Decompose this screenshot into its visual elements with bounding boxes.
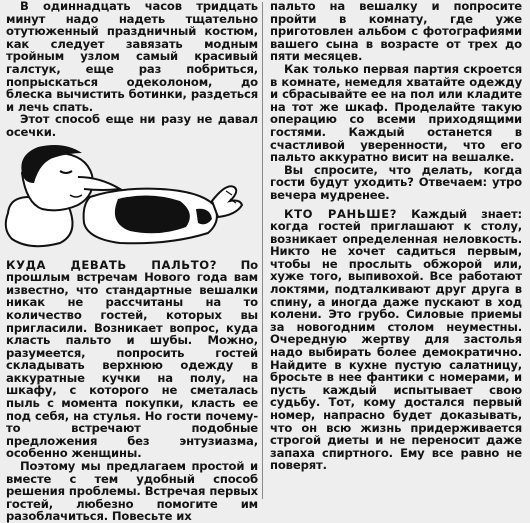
paragraph: По прошлым встречам Нового года вам известно, что стандартные вешалки никак не рассчитаны на то количество гостей, которых вы пригласили. Возникает вопрос, куда класть пальто и шубы. Можно, разумеется, попросить гостей складывать верхнюю одежду в аккуратные кучки на полу, на шкафу, с которого не сметалась пыль с момента покупки, класть ее под себя, на стулья. Но гости почему-то встречают подобные предложения без энтузиазма, особенно женщины. [6,257,258,461]
section-heading-text [270,208,522,472]
paragraph: Вы спросите, что делать, когда гости будут уходить? Отвечаем: утро вечера мудренее. [270,162,522,202]
right-column [270,0,522,472]
sleeping-man-drawing [0,143,250,253]
paragraph: В одиннадцать часов тридцать минут надо надеть тщательно отутюженный праздничный костюм, как следует завязать модным тройным узлом самый красивый галстук, еще раз побриться, попрыскаться одеколоном, до блеска вычистить ботинки, раздеться и лечь спать. [6,0,258,114]
paragraph: пальто на вешалку и попросите пройти в комнату, где уже приготовлен альбом с фотографиями вашего сына в возрасте от трех до пяти месяцев. [270,0,522,64]
section-heading: КТО РАНЬШЕ? [284,206,398,221]
paragraph: Поэтому мы предлагаем простой и вместе с тем удобный способ решения проблемы. Встречая первых гостей, любезно помогите им разоблачиться. Повесьте их [6,459,258,523]
left-column [6,0,258,523]
section-heading: КУДА ДЕВАТЬ ПАЛЬТО? [6,257,218,272]
paragraph: Этот способ еще ни разу не давал осечки. [6,112,258,139]
paragraph: Как только первая партия скроется в комнате, немедля хватайте одежду и сбрасывайте ее на пол или кладите на тот же шкаф. Проделайте такую операцию со всеми приходящими гостями. Каждый останется в счастливой уверенности, что его пальто аккуратно висит на вешалке. [270,61,522,165]
column-divider [262,2,263,499]
sleeping-man-illustration [6,143,258,253]
paragraph: Каждый знает: когда гостей приглашают к столу, возникает определенная неловкость. Никто не хочет садиться первым, чтобы не прослыть обжорой или, хуже того, выпивохой. Все работают локтями, подталкивают друг друга в спину, а иногда даже пускают в ход колени. Это грубо. Силовые приемы за новогодним столом неуместны. Очередную жертву для застолья надо выбирать более демократично. Найдите в кухне пустую салатницу, бросьте в нее фантики с номерами, и пусть каждый испытывает свою судьбу. Тот, кому достался первый номер, напрасно будет доказывать, что он всю жизнь придерживается строгой диеты и не переносит даже запаха спиртного. Ему все равно не поверят. [270,206,522,473]
section-heading-text [6,259,258,461]
